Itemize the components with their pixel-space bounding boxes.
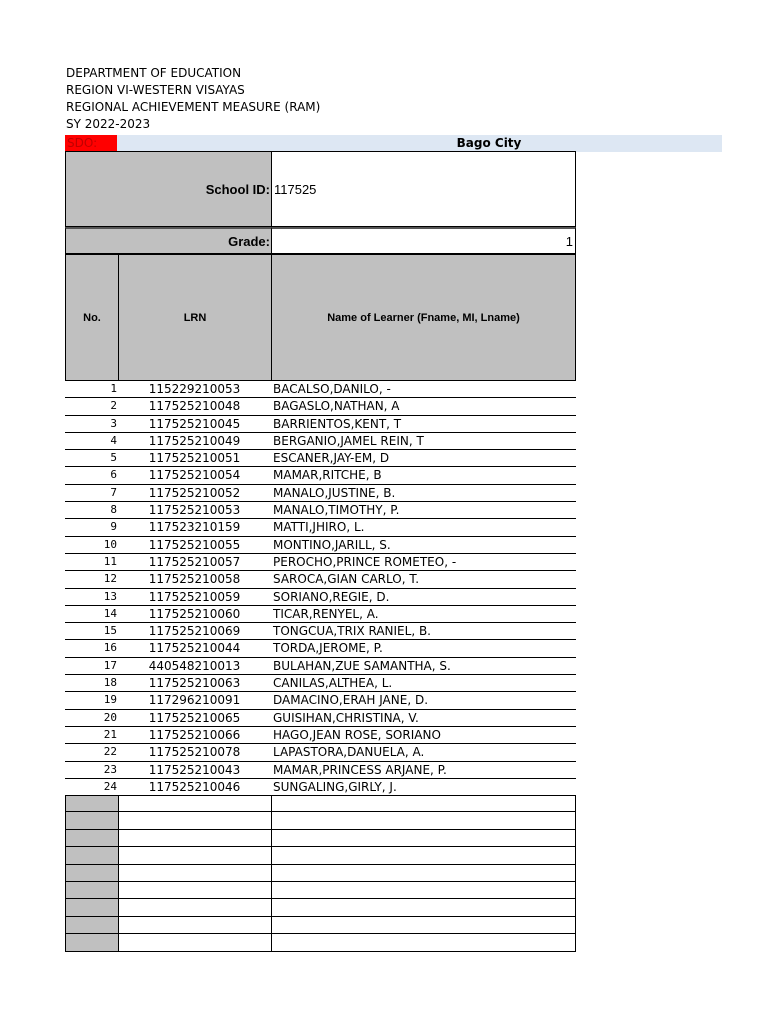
lrn-cell[interactable]: 117296210091 [148,693,241,708]
table-row[interactable] [65,450,576,467]
learner-name-cell[interactable]: SUNGALING,GIRLY, J. [273,779,397,794]
empty-name-cell[interactable] [271,882,576,899]
learner-name-cell[interactable]: LAPASTORA,DANUELA, A. [273,745,425,760]
row-number-cell[interactable]: 6 [110,468,117,482]
empty-table-row[interactable] [65,899,576,916]
lrn-cell[interactable]: 117525210046 [148,779,241,794]
empty-lrn-cell[interactable] [118,812,272,829]
learner-name-cell[interactable]: MANALO,JUSTINE, B. [273,485,396,500]
empty-name-cell[interactable] [271,865,576,882]
empty-table-row[interactable] [65,917,576,934]
empty-table-row[interactable] [65,847,576,864]
row-number-cell[interactable]: 15 [103,624,117,638]
table-row[interactable] [65,727,576,744]
row-number-cell[interactable]: 17 [103,658,117,672]
table-row[interactable] [65,606,576,623]
lrn-cell[interactable]: 117525210048 [148,399,241,414]
row-number-cell[interactable]: 20 [103,710,117,724]
row-number-cell[interactable]: 11 [103,554,117,568]
empty-lrn-cell[interactable] [118,917,272,934]
empty-no-cell[interactable] [65,934,119,951]
lrn-cell[interactable]: 117525210059 [148,589,241,604]
table-row[interactable] [65,692,576,709]
lrn-cell[interactable]: 117525210043 [148,762,241,777]
school-id-label: School ID: [205,182,270,197]
lrn-cell[interactable]: 115229210053 [148,382,241,396]
col-header-lrn[interactable]: LRN [118,254,272,381]
lrn-cell[interactable]: 440548210013 [148,658,241,673]
empty-name-cell[interactable] [271,917,576,934]
row-number-cell[interactable]: 21 [103,727,117,741]
row-number-cell[interactable]: 13 [103,589,117,603]
lrn-cell[interactable]: 117523210159 [148,520,241,535]
lrn-cell[interactable]: 117525210078 [148,745,241,760]
row-number-cell[interactable]: 14 [103,606,117,620]
table-row[interactable] [65,433,576,450]
learner-name-cell[interactable]: SORIANO,REGIE, D. [273,589,390,604]
lrn-cell[interactable]: 117525210051 [148,451,241,466]
table-row[interactable] [65,381,576,398]
table-row[interactable] [65,640,576,657]
empty-name-cell[interactable] [271,830,576,847]
table-row[interactable] [65,554,576,571]
table-row[interactable] [65,467,576,484]
grade-label-cell[interactable] [65,227,272,254]
row-number-cell[interactable]: 1 [110,382,117,395]
row-number-cell[interactable]: 9 [110,520,117,534]
empty-table-row[interactable] [65,882,576,899]
grade-value: 1 [565,234,573,249]
empty-no-cell[interactable] [65,899,119,916]
row-number-cell[interactable]: 7 [110,485,117,499]
lrn-cell[interactable]: 117525210054 [148,468,241,483]
learner-name-cell[interactable]: HAGO,JEAN ROSE, SORIANO [273,727,441,742]
learner-name-cell[interactable]: ESCANER,JAY-EM, D [273,451,390,466]
row-number-cell[interactable]: 10 [103,537,117,551]
sdo-row [65,135,722,152]
learner-name-cell[interactable]: BARRIENTOS,KENT, T [273,416,402,431]
school-id-value: 117525 [274,182,317,197]
lrn-cell[interactable]: 117525210052 [148,485,241,500]
empty-lrn-cell[interactable] [118,795,272,812]
table-row[interactable] [65,502,576,519]
empty-no-cell[interactable] [65,917,119,934]
table-row[interactable] [65,623,576,640]
row-number-cell[interactable]: 22 [103,745,117,759]
lrn-cell[interactable]: 117525210060 [148,606,241,621]
empty-no-cell[interactable] [65,830,119,847]
learner-name-cell[interactable]: TONGCUA,TRIX RANIEL, B. [273,624,431,639]
empty-lrn-cell[interactable] [118,899,272,916]
row-number-cell[interactable]: 18 [103,676,117,690]
learner-name-cell[interactable]: BULAHAN,ZUE SAMANTHA, S. [273,658,451,673]
empty-lrn-cell[interactable] [118,830,272,847]
row-number-cell[interactable]: 16 [103,641,117,655]
table-row[interactable] [65,744,576,761]
table-row[interactable] [65,589,576,606]
empty-name-cell[interactable] [271,934,576,951]
learner-name-cell[interactable]: TICAR,RENYEL, A. [273,606,379,621]
empty-table-row[interactable] [65,812,576,829]
row-number-cell[interactable]: 8 [110,503,117,517]
empty-lrn-cell[interactable] [118,934,272,951]
learner-name-cell[interactable]: SAROCA,GIAN CARLO, T. [273,572,420,587]
learner-name-cell[interactable]: DAMACINO,ERAH JANE, D. [273,693,429,708]
learner-name-cell[interactable]: BAGASLO,NATHAN, A [273,399,400,414]
empty-table-row[interactable] [65,934,576,951]
empty-no-cell[interactable] [65,882,119,899]
lrn-cell[interactable]: 117525210057 [148,554,241,569]
empty-table-row[interactable] [65,795,576,812]
table-row[interactable] [65,762,576,779]
lrn-cell[interactable]: 117525210045 [148,416,241,431]
empty-lrn-cell[interactable] [118,882,272,899]
learner-name-cell[interactable]: BERGANIO,JAMEL REIN, T [273,433,424,448]
empty-name-cell[interactable] [271,847,576,864]
grade-value-cell[interactable] [271,227,576,254]
empty-no-cell[interactable] [65,865,119,882]
learner-name-cell[interactable]: BACALSO,DANILO, - [273,382,391,396]
region-title: REGION VI-WESTERN VISAYAS [66,83,245,97]
table-row[interactable] [65,537,576,554]
empty-name-cell[interactable] [271,812,576,829]
table-row[interactable] [65,675,576,692]
lrn-cell[interactable]: 117525210058 [148,572,241,587]
empty-lrn-cell[interactable] [118,847,272,864]
lrn-cell[interactable]: 117525210055 [148,537,241,552]
row-number-cell[interactable]: 2 [110,399,117,413]
empty-no-cell[interactable] [65,847,119,864]
lrn-cell[interactable]: 117525210053 [148,503,241,518]
row-number-cell[interactable]: 19 [103,693,117,707]
lrn-cell[interactable]: 117525210069 [148,624,241,639]
learner-name-cell[interactable]: PEROCHO,PRINCE ROMETEO, - [273,554,457,569]
row-number-cell[interactable]: 24 [103,779,117,793]
row-number-cell[interactable]: 4 [110,433,117,447]
row-number-cell[interactable]: 23 [103,762,117,776]
sdo-value[interactable]: Bago City [456,136,522,150]
empty-name-cell[interactable] [271,899,576,916]
row-number-cell[interactable]: 12 [103,572,117,586]
table-row[interactable] [65,658,576,675]
blank-rows [65,795,576,952]
learner-name-cell[interactable]: CANILAS,ALTHEA, L. [273,676,393,691]
school-year: SY 2022-2023 [66,117,151,131]
table-row[interactable] [65,519,576,536]
learner-name-cell[interactable]: GUISIHAN,CHRISTINA, V. [273,710,419,725]
lrn-cell[interactable]: 117525210066 [148,727,241,742]
empty-lrn-cell[interactable] [118,865,272,882]
empty-table-row[interactable] [65,865,576,882]
grade-label: Grade: [228,234,270,249]
school-id-label-cell[interactable] [65,151,272,227]
table-row[interactable] [65,398,576,415]
empty-no-cell[interactable] [65,795,119,812]
col-header-no[interactable]: No. [65,254,119,381]
learner-name-cell[interactable]: MANALO,TIMOTHY, P. [273,503,400,518]
learner-name-cell[interactable]: MONTINO,JARILL, S. [273,537,391,552]
empty-no-cell[interactable] [65,812,119,829]
lrn-cell[interactable]: 117525210065 [148,710,241,725]
row-number-cell[interactable]: 3 [110,416,117,430]
learner-name-cell[interactable]: MAMAR,RITCHE, B [273,468,382,483]
lrn-cell[interactable]: 117525210063 [148,676,241,691]
sdo-label[interactable]: SDO: [65,135,117,152]
lrn-cell[interactable]: 117525210049 [148,433,241,448]
learner-name-cell[interactable]: MATTI,JHIRO, L. [273,520,365,535]
learner-name-cell[interactable]: MAMAR,PRINCESS ARJANE, P. [273,762,447,777]
empty-name-cell[interactable] [271,795,576,812]
table-row[interactable] [65,779,576,796]
table-row[interactable] [65,571,576,588]
learner-name-cell[interactable]: TORDA,JEROME, P. [273,641,383,656]
row-number-cell[interactable]: 5 [110,451,117,465]
school-id-value-cell[interactable] [271,151,576,227]
table-row[interactable] [65,416,576,433]
learner-rows [65,381,576,796]
ram-title: REGIONAL ACHIEVEMENT MEASURE (RAM) [66,100,321,114]
empty-table-row[interactable] [65,830,576,847]
table-row[interactable] [65,710,576,727]
table-row[interactable] [65,485,576,502]
lrn-cell[interactable]: 117525210044 [148,641,241,656]
col-header-name[interactable]: Name of Learner (Fname, MI, Lname) [271,254,576,381]
dept-title: DEPARTMENT OF EDUCATION [66,66,242,80]
